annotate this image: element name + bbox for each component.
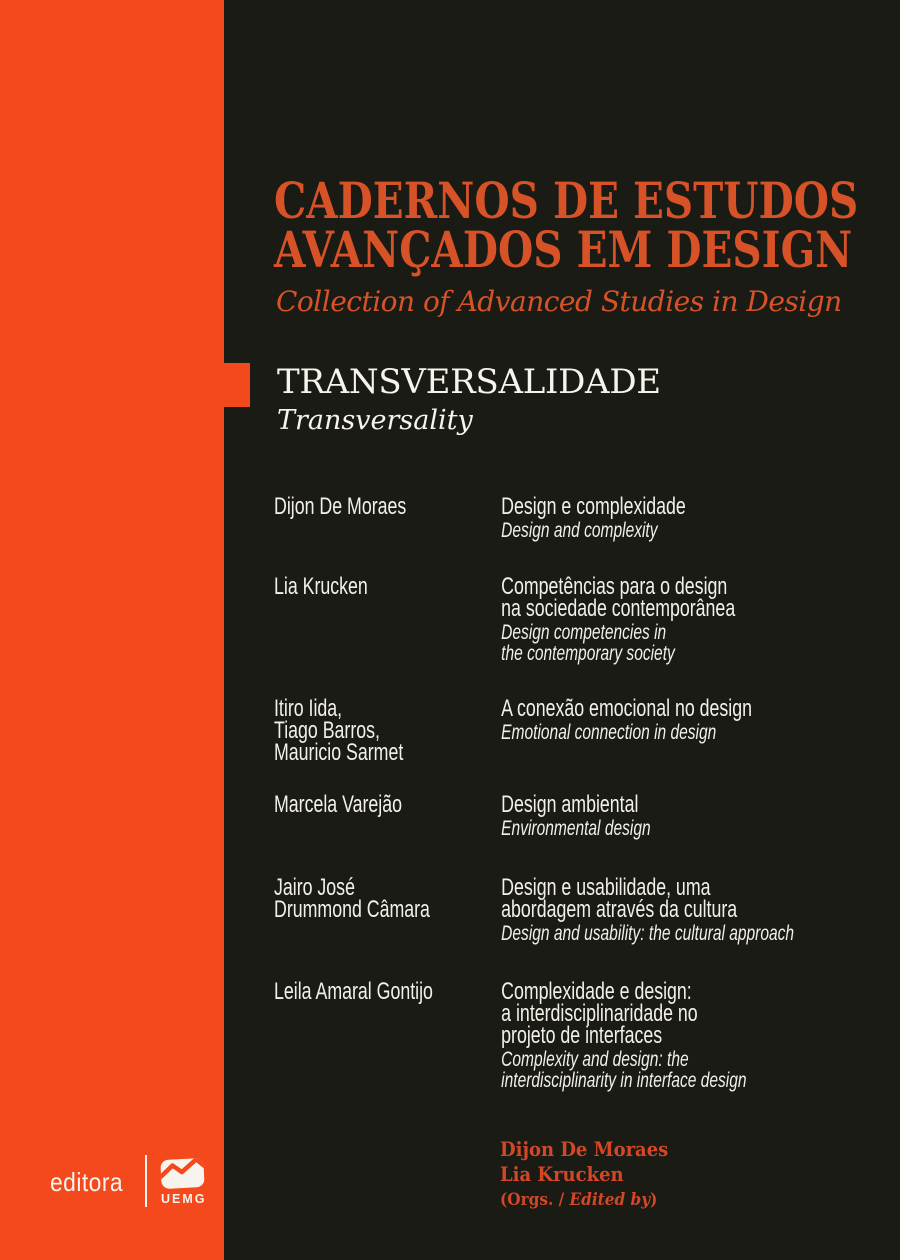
orange-title-tab [224,363,250,407]
toc-title-pt: Design ambiental [501,791,639,818]
toc-authors: Itiro Iida, Tiago Barros, Mauricio Sarmet [274,695,404,766]
toc-title-pt: Competências para o design na sociedade contemporânea [501,573,736,622]
toc-title-en: Design and usability: the cultural approach [501,922,795,945]
series-subtitle: Collection of Advanced Studies in Design [276,285,842,318]
toc-title-pt: A conexão emocional no design [501,695,752,722]
series-title-line2: AVANÇADOS EM DESIGN [274,220,853,279]
toc-title-en: Design and complexity [501,519,658,542]
credit-editor-2: Lia Krucken [500,1162,624,1187]
uemg-wordmark: UEMG [161,1192,207,1206]
toc-title-pt: Design e usabilidade, uma abordagem através da cultura [501,874,738,923]
toc-authors: Lia Krucken [274,573,368,600]
toc-title-en: Environmental design [501,817,651,840]
toc-titles [501,573,736,665]
toc-title-en: Design competencies in the contemporary society [501,621,675,665]
volume-title-en: Transversality [277,405,473,436]
credit-editor-1: Dijon De Moraes [500,1137,669,1161]
credit-orgs-line [500,1188,668,1213]
toc-authors: Dijon De Moraes [274,493,407,520]
orgs-edited-by: Edited by [569,1189,651,1210]
toc-titles [501,493,686,542]
uemg-logo-icon [160,1156,206,1192]
toc-title-en: Emotional connection in design [501,721,717,744]
toc-title-en: Complexity and design: the interdisciplinarity in interface design [501,1048,747,1092]
orange-side-band [0,0,224,1260]
toc-authors: Leila Amaral Gontijo [274,978,433,1005]
toc-titles [501,791,651,840]
editora-wordmark: editora [50,1167,124,1197]
orgs-suffix: ) [650,1189,658,1210]
toc-authors: Marcela Varejão [274,791,402,818]
logo-divider [145,1155,147,1207]
credits-block [500,1137,668,1213]
toc-titles [501,695,752,744]
volume-title-pt: TRANSVERSALIDADE [277,362,661,402]
toc-titles [501,978,747,1092]
toc-titles [501,874,795,945]
orgs-prefix: (Orgs. / [500,1189,570,1210]
table-of-contents [274,0,900,1260]
series-title-line1: CADERNOS DE ESTUDOS [274,171,859,230]
toc-title-pt: Design e complexidade [501,493,686,520]
toc-title-pt: Complexidade e design: a interdisciplinaridade no projeto de interfaces [501,978,698,1049]
toc-authors: Jairo José Drummond Câmara [274,874,430,923]
